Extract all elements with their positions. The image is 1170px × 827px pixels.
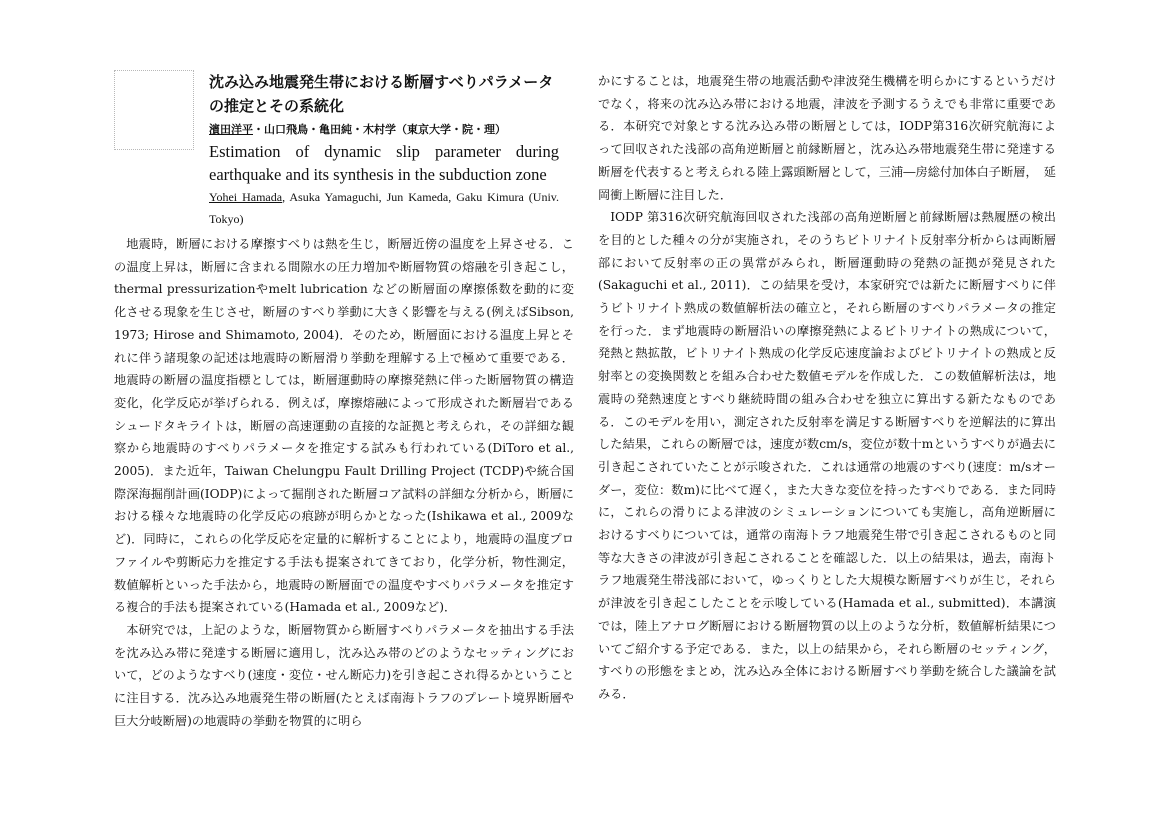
paragraph-study: 本研究では，上記のような，断層物質から断層すべりパラメータを抽出する手法を沈み込み帯に発達する断層に適用し，沈み込み帯のどのようなセッティングにおいて，どのようなすべり(速度・変位・せん断応力)を引き起こされ得るかということに注目する．沈み込み地震発生帯の断層(たとえば南海トラフのプレート境界断層や巨大分岐断層)の地震時の挙動を物質的に明ら [114,622,574,728]
authors-english [209,186,559,230]
title-english: Estimation of dynamic slip parameter during earthquake and its synthesis in the subduction zone [209,142,559,184]
abstract-header [114,70,574,230]
left-column-body [114,233,574,732]
blank-box [114,70,194,150]
right-column-body [598,70,1056,706]
presenter-name-ja: 濱田洋平 [209,123,253,136]
paragraph-intro: 地震時，断層における摩擦すべりは熱を生じ，断層近傍の温度を上昇させる．この温度上昇は，断層に含まれる間隙水の圧力増加や断層物質の熔融を引き起こし，thermal pressurizationやmelt lubrication などの断層面の摩擦係数を動的に変化させる現象を生じさせ，断層のすべり挙動に大きく影響を与える(例えばSibson, 1973; Hirose and Shimamoto, 2004)．そのため，断層面における温度上昇とそれに伴う諸現象の記述は地震時の断層滑り挙動を理解する上で極めて重要である．地震時の断層の温度指標としては，断層運動時の摩擦発熱に伴った断層物質の構造変化，化学反応が挙げられる．例えば，摩擦熔融によって形成された断層岩であるシュードタキライトは，断層の高速運動の直接的な証拠と考えられ，その詳細な観察から地震時のすべりパラメータを推定する試みも行われている(DiToro et al., 2005)．また近年，Taiwan Chelungpu Fault Drilling Project (TCDP)や統合国際深海掘削計画(IODP)によって掘削された断層コア試料の詳細な分析から，断層における様々な地震時の化学反応の痕跡が明らかとなった(Ishikawa et al., 2009など)．同時に，これらの化学反応を定量的に解析することにより，地震時の温度プロファイルや剪断応力を推定する手法も提案されてきており，化学分析，物性測定，数値解析といった手法から，地震時の断層面での温度やすべりパラメータを推定する複合的手法も提案されている(Hamada et al., 2009など)． [114,237,574,615]
title-japanese: 沈み込み地震発生帯における断層すべりパラメータの推定とその系統化 [209,73,554,115]
coauthors-ja: ・山口飛鳥・亀田純・木村学（東京大学・院・理） [253,123,506,136]
presenter-name-en: Yohei Hamada [209,190,283,204]
paragraph-continuation: かにすることは，地震発生帯の地震活動や津波発生機構を明らかにするというだけでなく，将来の沈み込み帯における地震，津波を予測するうえでも非常に重要である．本研究で対象とする沈み込み帯の断層としては，IODP第316次研究航海によって回収された浅部の高角逆断層と前縁断層と，沈み込み帯地震発生帯に発達する断層を代表すると考えられる陸上露頭断層として，三浦―房総付加体白子断層， 延岡衝上断層に注目した． [598,74,1056,202]
authors-japanese [209,122,559,138]
paragraph-results: IODP 第316次研究航海回収された浅部の高角逆断層と前縁断層は熱履歴の検出を目的とした種々の分が実施され，そのうちビトリナイト反射率分析からは両断層部において反射率の正の異常がみられ，断層運動時の発熱の証拠が発見された(Sakaguchi et al., 2011)．この結果を受け，本家研究では新たに断層すべりに伴うビトリナイト熟成の数値解析法の確立と，それら断層のすべりパラメータの推定を行った．まず地震時の断層沿いの摩擦発熱によるビトリナイトの熟成について，発熱と熱拡散，ビトリナイト熟成の化学反応速度論およびビトリナイトの熟成と反射率との変換関数とを組み合わせた数値モデルを作成した．この数値解析法は，地震時の発熱速度とすべり継続時間の組み合わせを独立に算出する新たなものである．このモデルを用い，測定された反射率を満足する断層すべりを逆解法的に算出した結果，これらの断層では，速度が数cm/s，変位が数十mというすべりが過去に引き起こされていたことが示唆された．これは通常の地震のすべり(速度：m/sオーダー，変位：数m)に比べて遅く，また大きな変位を持ったすべりである．また同時に，これらの滑りによる津波のシミュレーションについても実施し，高角逆断層におけるすべりについては，通常の南海トラフ地震発生帯で引き起こされるものと同等な大きさの津波が引き起こされることを確認した．以上の結果は，過去，南海トラフ地震発生帯浅部において，ゆっくりとした大規模な断層すべりが生じ，それらが津波を引き起こしたことを示唆している(Hamada et al., submitted)．本講演では，陸上アナログ断層における断層物質の以上のような分析，数値解析結果についてご紹介する予定である．また，以上の結果から，それら断層のセッティング，すべりの形態をまとめ，沈み込み全体における断層すべり挙動を統合した議論を試みる． [598,210,1056,701]
header-text [209,70,559,230]
coauthors-en: , Asuka Yamaguchi, Jun Kameda, Gaku Kimura (Univ. Tokyo) [209,190,559,226]
